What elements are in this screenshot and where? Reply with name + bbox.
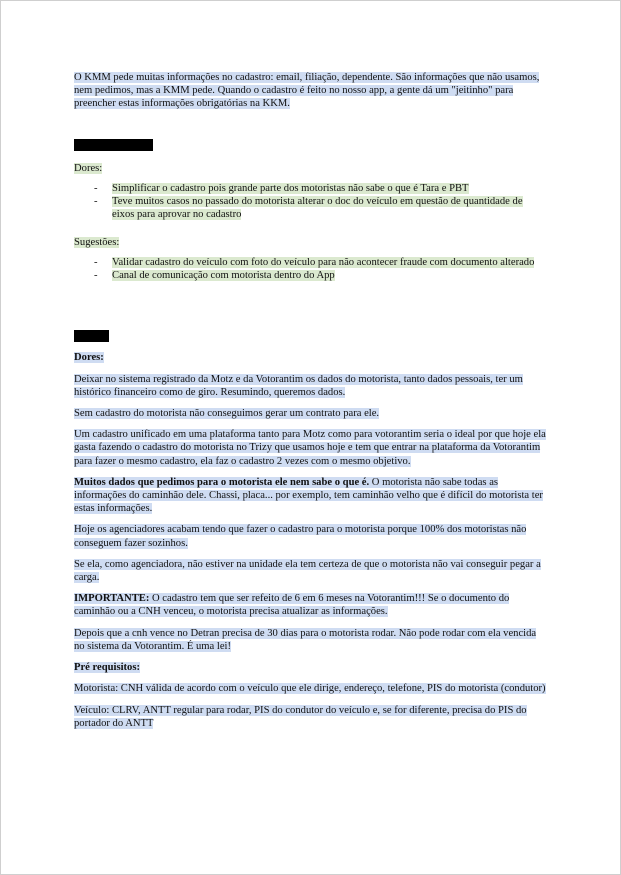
section2-paragraph: Depois que a cnh vence no Detran precisa de 30 dias para o motorista rodar. Não pode rodar com ela vencida no sistema da Votorantim. É uma lei! [74, 627, 537, 652]
list-item: - Simplificar o cadastro pois grande parte dos motoristas não sabe o que é Tara e PBT [94, 183, 469, 195]
section2-paragraph: Muitos dados que pedimos para o motorista ele nem sabe o que é. O motorista não sabe todas as informações do caminhão dele. Chassi, placa... por exemplo, tem caminhão velho que é difícil do motorista ter estas informações. [74, 476, 543, 515]
redacted-heading-1 [74, 139, 153, 151]
list-item: - Canal de comunicação com motorista dentro do App [94, 270, 335, 282]
prereq-label: Pré requisitos: [74, 662, 141, 674]
section1-dores-label: Dores: [74, 162, 103, 174]
section1-sugestoes-list [74, 256, 546, 282]
document-body [74, 71, 546, 738]
section2-paragraph: Motorista: CNH válida de acordo com o veículo que ele dirige, endereço, telefone, PIS do motorista (condutor) [74, 683, 546, 695]
section2-paragraph: Hoje os agenciadores acabam tendo que fazer o cadastro para o motorista porque 100% dos motoristas não conseguem fazer sozinhos. [74, 524, 527, 549]
section1-dores-list [74, 182, 546, 222]
section2-paragraph: IMPORTANTE: O cadastro tem que ser refeito de 6 em 6 meses na Votorantim!!! Se o documento do caminhão ou a CNH venceu, o motorista precisa atualizar as informações. [74, 593, 510, 618]
redacted-heading-2 [74, 330, 109, 342]
section2-paragraph: Sem cadastro do motorista não conseguimos gerar um contrato para ele. [74, 408, 380, 420]
section2-dores-label: Dores: [74, 352, 104, 364]
section2-paragraph: Veículo: CLRV, ANTT regular para rodar, PIS do condutor do veículo e, se for diferente, precisa do PIS do portador do ANTT [74, 704, 527, 729]
list-item: - Teve muitos casos no passado do motorista alterar o doc do veículo em questão de quantidade de eixos para aprovar no cadastro [94, 196, 523, 221]
intro-paragraph: O KMM pede muitas informações no cadastro: email, filiação, dependente. São informações que não usamos, nem pedimos, mas a KMM pede. Quando o cadastro é feito no nosso app, a gente dá um "jeitinho" para preencher estas informações obrigatórias na KKM. [74, 72, 540, 110]
section2-paragraph: Um cadastro unificado em uma plataforma tanto para Motz como para votorantim seria o ideal por que hoje ela gasta fazendo o cadastro do motorista no Trizy que usamos hoje e tem que entrar na plataforma da Votorantim para fazer o mesmo cadastro, ela faz o cadastro 2 vezes com o mesmo objetivo. [74, 429, 546, 467]
section1-sugestoes-label: Sugestões: [74, 236, 120, 248]
section2-paragraph: Se ela, como agenciadora, não estiver na unidade ela tem certeza de que o motorista não vai conseguir pegar a carga. [74, 558, 541, 584]
section2-paragraph: Deixar no sistema registrado da Motz e da Votorantim os dados do motorista, tanto dados pessoais, ter um histórico financeiro como de giro. Resumindo, queremos dados. [74, 373, 523, 398]
list-item: - Validar cadastro do veículo com foto do veículo para não acontecer fraude com documento alterado [94, 256, 535, 268]
